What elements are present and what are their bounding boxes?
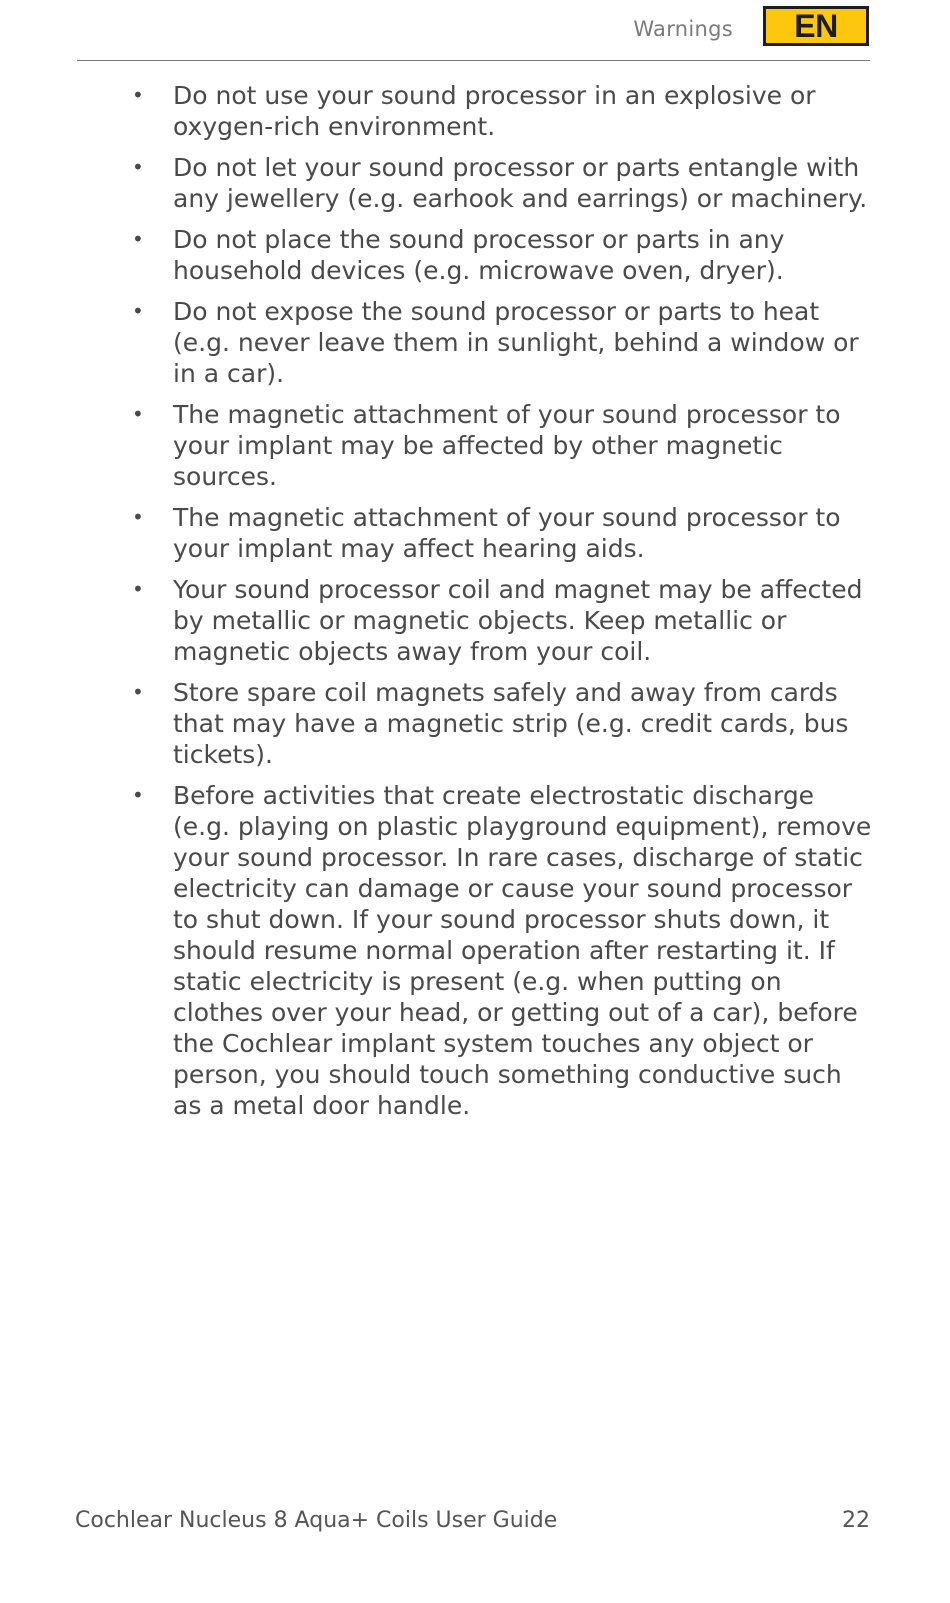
list-item [132,780,872,1121]
bullet-icon: • [132,299,144,323]
list-item [132,224,872,286]
bullet-icon: • [132,155,144,179]
warning-text: Before activities that create electrostatic discharge (e.g. playing on plastic playground equipment), remove your sound processor. In rare cases, discharge of static electricity can damage or cause your sound processor to shut down. If your sound processor shuts down, it should resume normal operation after restarting it. If static electricity is present (e.g. when putting on clothes over your head, or getting out of a car), before the Cochlear implant system touches any object or person, you should touch something conductive such as a metal door handle. [173,781,872,1120]
warning-text: Do not let your sound processor or parts entangle with any jewellery (e.g. earhook and earrings) or machinery. [173,153,868,213]
warning-text: Store spare coil magnets safely and away from cards that may have a magnetic strip (e.g. credit cards, bus tickets). [173,678,849,769]
list-item [132,296,872,389]
bullet-icon: • [132,577,144,601]
bullet-icon: • [132,680,144,704]
warnings-list [132,80,872,1131]
document-title: Cochlear Nucleus 8 Aqua+ Coils User Guide [75,1508,558,1533]
bullet-icon: • [132,505,144,529]
list-item [132,502,872,564]
page-number: 22 [842,1508,870,1533]
bullet-icon: • [132,227,144,251]
warning-text: The magnetic attachment of your sound processor to your implant may be affected by other magnetic sources. [173,400,841,491]
bullet-icon: • [132,783,144,807]
list-item [132,677,872,770]
bullet-icon: • [132,402,144,426]
language-badge: EN [763,6,869,46]
section-title: Warnings [633,17,733,41]
bullet-icon: • [132,83,144,107]
list-item [132,574,872,667]
warning-text: The magnetic attachment of your sound processor to your implant may affect hearing aids. [173,503,841,563]
warning-text: Do not place the sound processor or parts in any household devices (e.g. microwave oven, dryer). [173,225,785,285]
warning-text: Your sound processor coil and magnet may be affected by metallic or magnetic objects. Keep metallic or magnetic objects away from your coil. [173,575,863,666]
list-item [132,80,872,142]
warning-text: Do not use your sound processor in an explosive or oxygen-rich environment. [173,81,816,141]
page-header [77,0,870,61]
list-item [132,399,872,492]
warning-text: Do not expose the sound processor or parts to heat (e.g. never leave them in sunlight, behind a window or in a car). [173,297,859,388]
list-item [132,152,872,214]
page-footer [75,1508,870,1540]
